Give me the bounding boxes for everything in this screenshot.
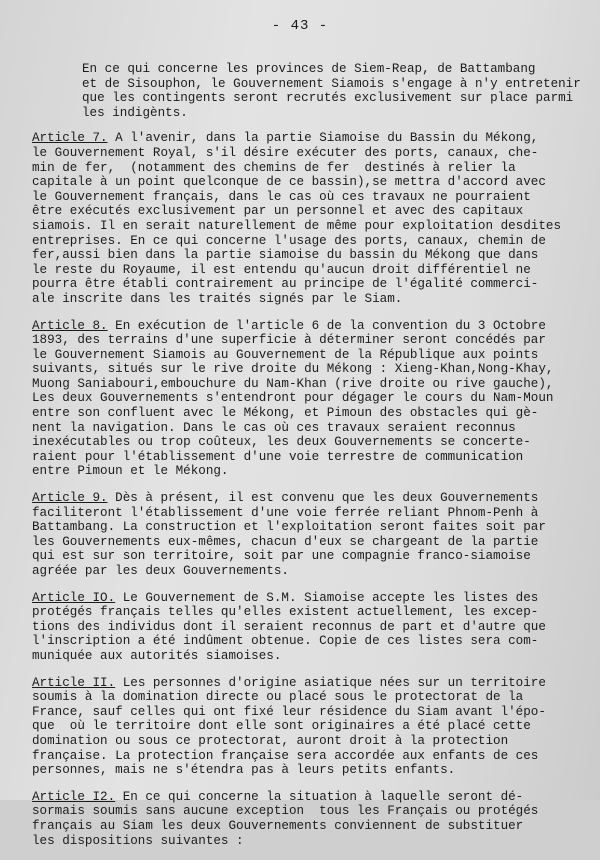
article-title: Article II.: [32, 675, 116, 690]
article-title: Article 9.: [32, 491, 108, 506]
text-line: Muong Saniabouri,embouchure du Nam-Khan (rive droite ou rive gauche),: [32, 376, 554, 391]
text-line: le Gouvernement Royal, s'il désire exécuter des ports, canaux, che-: [32, 145, 539, 160]
text-line: le Gouvernement français, dans le cas où ces travaux ne pourraient: [32, 189, 531, 204]
text-line: Dès à présent, il est convenu que les deux Gouvernements: [107, 491, 539, 506]
text-line: A l'avenir, dans la partie Siamoise du Bassin du Mékong,: [107, 131, 539, 146]
document-body: [32, 62, 581, 860]
article-12: [32, 790, 572, 848]
text-line: capitale à un point quelconque de ce bassin),se mettra d'accord avec: [32, 175, 546, 190]
article-10: [32, 591, 572, 664]
text-line: les Gouvernements eux-mêmes, chacun d'eux se chargeant de la partie: [32, 534, 539, 549]
text-line: sormais soumis sans aucune exception tous les Français ou protégés: [32, 804, 539, 819]
article-title: Article 7.: [32, 131, 108, 146]
intro-paragraph: [32, 62, 581, 120]
text-line: l'inscription a été indûment obtenue. Copie de ces listes sera com-: [32, 634, 539, 649]
text-line: pourra être établi contrairement au principe de l'égalité commerci-: [32, 277, 539, 292]
text-line: suivants, situés sur le rive droite du Mékong : Xieng-Khan,Nong-Khay,: [32, 362, 554, 377]
text-line: Le Gouvernement de S.M. Siamoise accepte les listes des: [115, 590, 539, 605]
text-line: muniquée aux autorités siamoises.: [32, 648, 282, 663]
text-line: entre Pimoun et le Mékong.: [32, 464, 229, 479]
text-line: et de Sisouphon, le Gouvernement Siamois s'engage à n'y entretenir: [82, 76, 581, 91]
text-line: français au Siam les deux Gouvernements conviennent de substituer: [32, 818, 524, 833]
article-8: [32, 319, 572, 480]
text-line: que où le territoire dont elle sont originaires a été placé cette: [32, 719, 531, 734]
text-line: entreprises. En ce qui concerne l'usage des ports, canaux, chemin de: [32, 233, 546, 248]
text-line: Battambang. La construction et l'exploitation seront faites soit par: [32, 520, 546, 535]
text-line: le reste du Royaume, il est entendu qu'aucun droit différentiel ne: [32, 262, 531, 277]
text-line: En ce qui concerne la situation à laquelle seront dé-: [115, 789, 524, 804]
article-11: [32, 676, 572, 778]
text-line: que les contingents seront recrutés exclusivement sur place parmi: [82, 91, 574, 106]
text-line: siamois. Il en serait naturellement de même pour exploitation desdites: [32, 218, 562, 233]
text-line: domination ou sous ce protectorat, auront droit à la protection: [32, 733, 509, 748]
text-line: nent la navigation. Dans le cas où ces travaux seraient reconnus: [32, 420, 516, 435]
text-line: France, sauf celles qui ont fixé leur résidence du Siam avant l'épo-: [32, 704, 546, 719]
text-line: agréée par les deux Gouvernements.: [32, 564, 289, 578]
text-line: personnes, mais ne s'étendra pas à leurs petits enfants.: [32, 763, 456, 778]
text-line: qui est sur son territoire, soit par une compagnie franco-siamoise: [32, 549, 531, 564]
text-line: fer,aussi bien dans la partie siamoise du bassin du Mékong que dans: [32, 248, 539, 263]
text-line: inexécutables ou trop coûteux, les deux Gouvernements se concerte-: [32, 435, 531, 450]
text-line: tions des individus dont il seraient reconnus de part et d'autre que: [32, 619, 546, 634]
article-title: Article 8.: [32, 318, 108, 333]
text-line: entre son confluent avec le Mékong, et Pimoun des obstacles qui gè-: [32, 406, 539, 421]
article-9: [32, 491, 572, 579]
article-title: Article IO.: [32, 590, 116, 605]
page-number: - 43 -: [271, 18, 329, 34]
text-line: ale inscrite dans les traités signés par le Siam.: [32, 291, 403, 306]
text-line: raient pour l'établissement d'une voie terrestre de communication: [32, 449, 524, 464]
article-title: Article I2.: [32, 789, 116, 804]
text-line: Les deux Gouvernements s'entendront pour dégager le cours du Nam-Moun: [32, 391, 554, 406]
text-line: soumis à la domination directe ou placé sous le protectorat de la: [32, 690, 524, 705]
text-line: française. La protection française sera accordée aux enfants de ces: [32, 748, 539, 763]
text-line: être exécutés exclusivement par un personnel et avec des capitaux: [32, 204, 524, 219]
text-line: les indigènts.: [82, 105, 188, 120]
text-line: Les personnes d'origine asiatique nées sur un territoire: [115, 675, 546, 690]
text-line: 1893, des terrains d'une superficie à déterminer seront concédés par: [32, 333, 546, 348]
text-line: En exécution de l'article 6 de la convention du 3 Octobre: [107, 318, 546, 333]
article-7: [32, 131, 572, 306]
text-line: les dispositions suivantes :: [32, 833, 244, 848]
text-line: En ce qui concerne les provinces de Siem-Reap, de Battambang: [82, 62, 536, 76]
text-line: protégés français telles qu'elles existent actuellement, les excep-: [32, 605, 539, 620]
text-line: le Gouvernement Siamois au Gouvernement de la République aux points: [32, 347, 539, 362]
text-line: min de fer, (notamment des chemins de fer destinés à relier la: [32, 160, 516, 175]
text-line: faciliteront l'établissement d'une voie ferrée reliant Phnom-Penh à: [32, 505, 539, 520]
